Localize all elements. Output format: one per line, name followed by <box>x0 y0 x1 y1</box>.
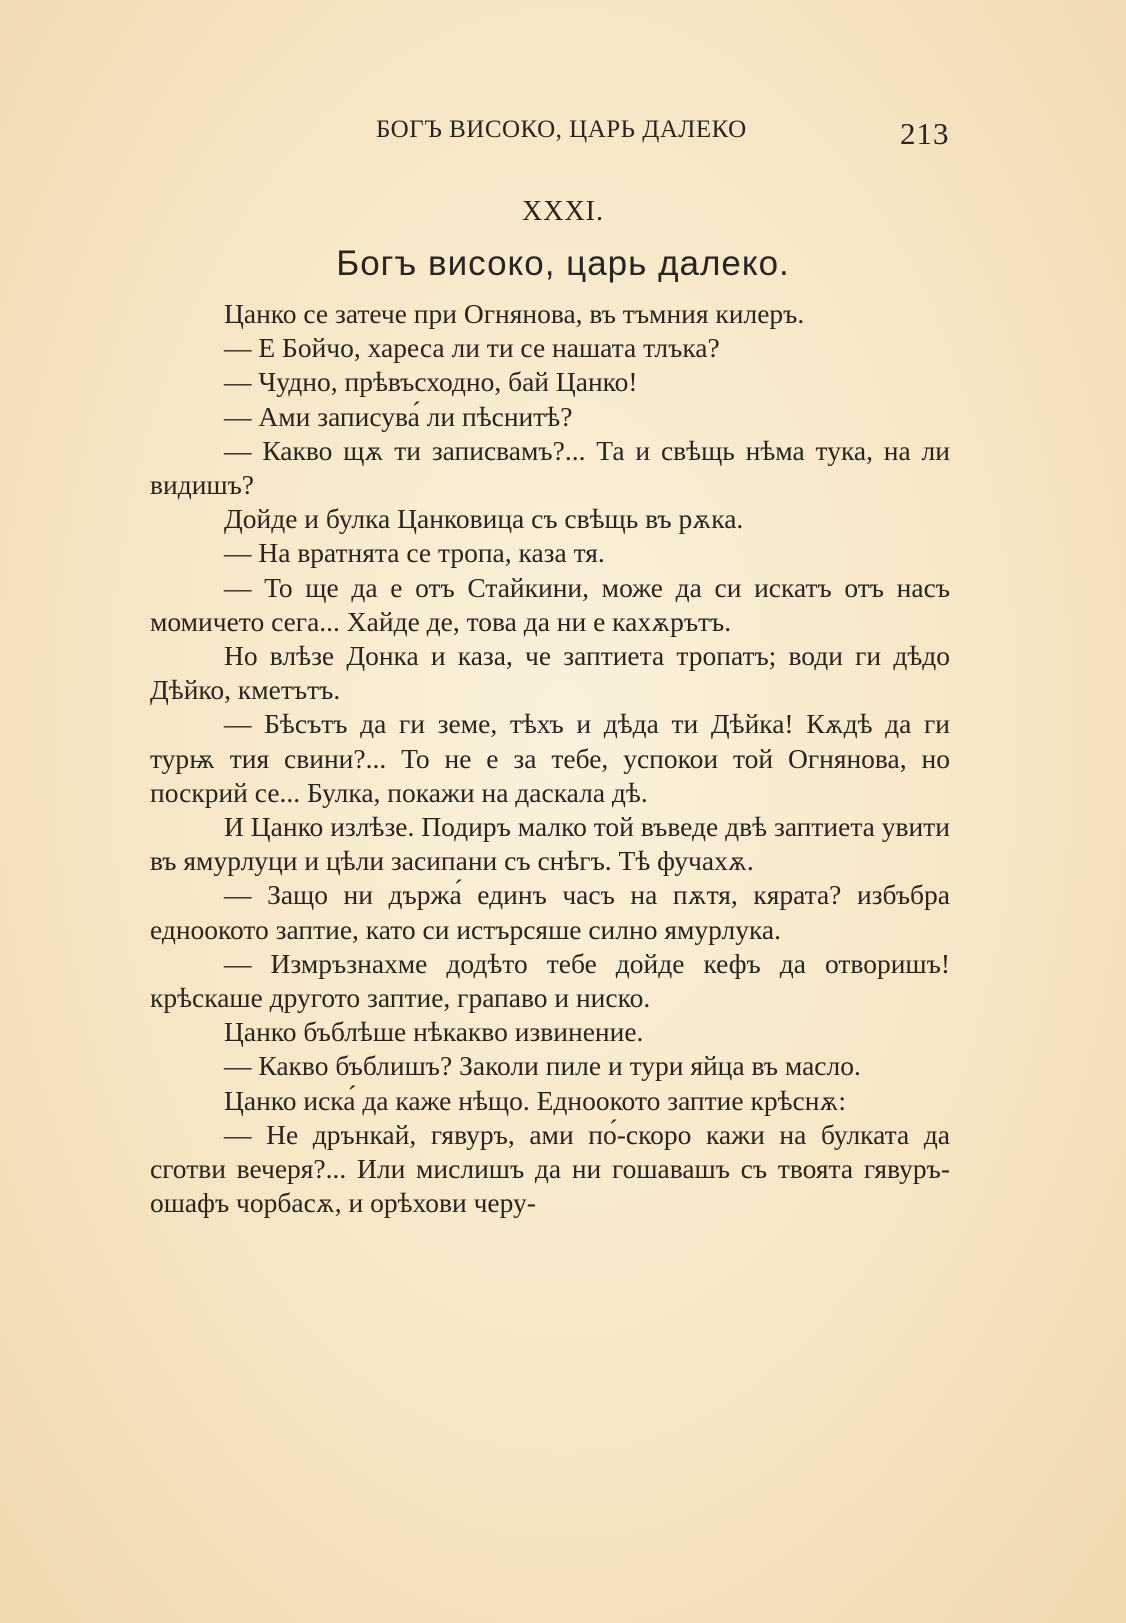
paragraph: И Цанко излѣзе. Подиръ малко той въведе двѣ заптиета увити въ ямурлуци и цѣли засипани съ снѣгъ. Тѣ фучахѫ. <box>150 811 950 877</box>
paragraph: — Измръзнахме додѣто тебе дойде кефъ да отворишъ! крѣскаше другото заптие, грапаво и ниско. <box>150 947 950 1014</box>
paragraph: — Защо ни държа́ единъ часъ на пѫтя, кярата? избъбра едноокото заптие, като си истърсяше силно ямурлука. <box>150 879 950 945</box>
page-number: 213 <box>900 116 950 151</box>
paragraph: Цанко иска́ да каже нѣщо. Едноокото заптие крѣснѫ: <box>224 1084 847 1116</box>
paragraph: — Бѣсътъ да ги земе, тѣхъ и дѣда ти Дѣйка! Кѫдѣ да ги турѭ тия свини?... То не е за тебе, успокои той Огнянова, но поскрий се... Булка, покажи на даскала дѣ. <box>150 708 950 808</box>
paragraph: Цанко бъблѣше нѣкакво извинение. <box>224 1016 644 1048</box>
running-title: БОГЪ ВИСОКО, ЦАРЬ ДАЛЕКО <box>376 116 747 143</box>
paragraph: — Чудно, прѣвъсходно, бай Цанко! <box>224 366 638 398</box>
paragraph: — Ами записува́ ли пѣснитѣ? <box>224 400 573 432</box>
paragraph: — То ще да е отъ Стайкини, може да си искатъ отъ насъ момичето сега... Хайде де, това да ни е кахѫрътъ. <box>150 571 950 637</box>
paragraph: Цанко се затече при Огнянова, въ тъмния килеръ. <box>224 298 805 329</box>
paragraph: — Е Бойчо, хареса ли ти се нашата тлъка? <box>224 332 720 364</box>
chapter-number: XXXI. <box>522 196 604 227</box>
body-text <box>150 297 950 1220</box>
paragraph: Дойде и булка Цанковица съ свѣщь въ рѫка. <box>224 503 744 535</box>
paragraph: — Какво щѫ ти записвамъ?... Та и свѣщь нѣма тука, на ли видишъ? <box>150 434 950 501</box>
paragraph: — На вратнята се тропа, каза тя. <box>224 537 605 569</box>
chapter-title: Богъ високо, царь далеко. <box>336 244 790 283</box>
paragraph: — Какво бъблишъ? Заколи пиле и тури яйца въ масло. <box>224 1050 861 1082</box>
paragraph: Но влѣзе Донка и каза, че заптиета тропатъ; води ги дѣдо Дѣйко, кметътъ. <box>150 640 950 706</box>
paragraph: — Не дрънкай, гявуръ, ами по́-скоро кажи на булката да сготви вечеря?... Или мислишъ да ни гошавашъ съ твоята гявуръ-ошафъ чорбасѫ, и орѣхови черу- <box>150 1118 950 1219</box>
running-head <box>0 112 1126 152</box>
